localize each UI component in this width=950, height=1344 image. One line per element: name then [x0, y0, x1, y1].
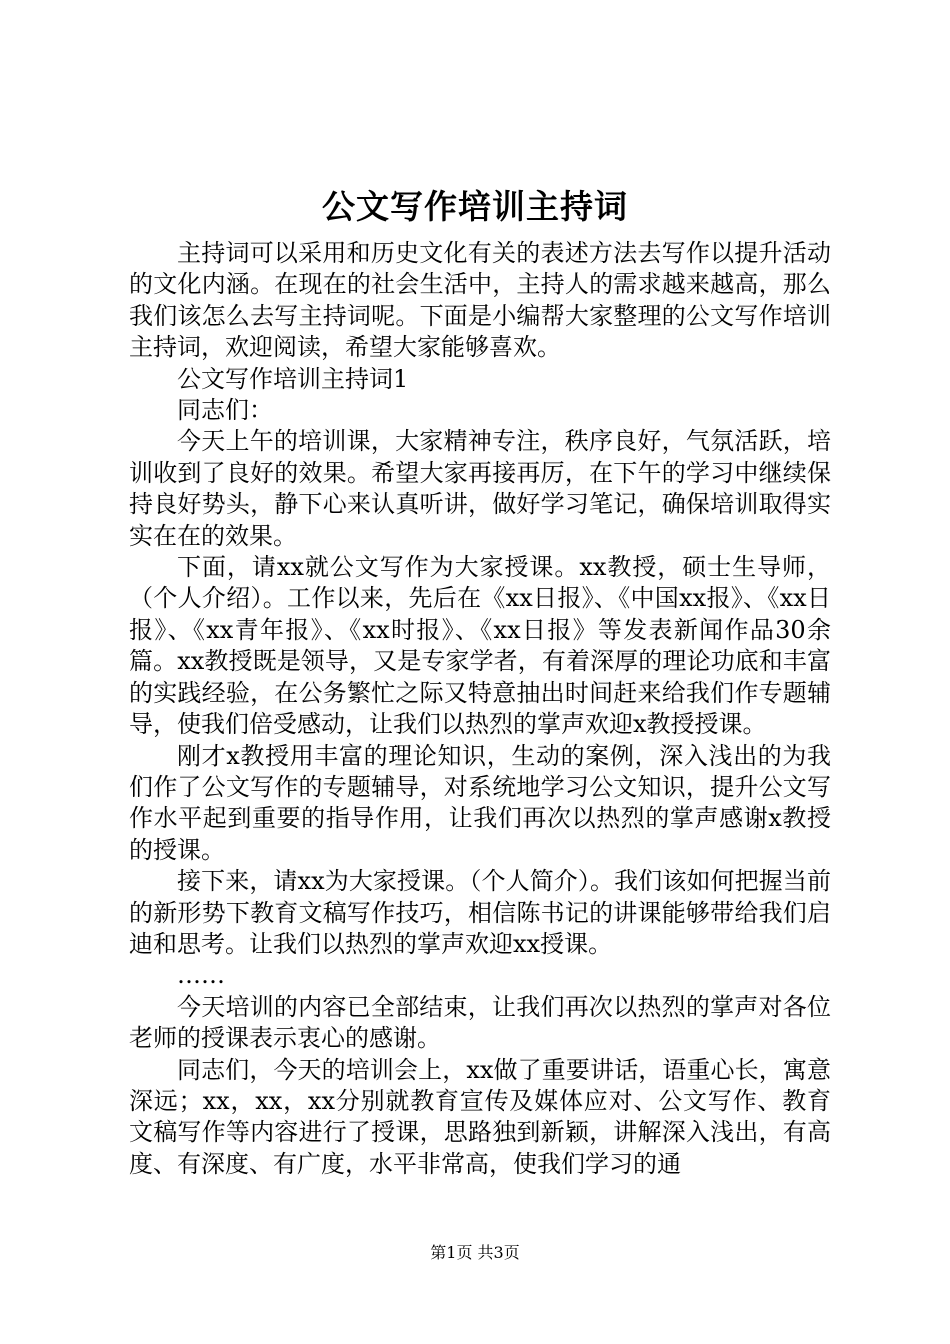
- paragraph-morning-review: 今天上午的培训课，大家精神专注，秩序良好，气氛活跃，培训收到了良好的效果。希望大家再接再厉，在下午的学习中继续保持良好势头，静下心来认真听讲，做好学习笔记，确保培训取得实实在在的效果。: [129, 427, 831, 550]
- paragraph-ellipsis: ……: [177, 961, 225, 990]
- paragraph-salutation: 同志们：: [177, 396, 273, 425]
- page-number: 第1页 共3页: [430, 1243, 520, 1262]
- document-body: [129, 238, 831, 1180]
- document-title: 公文写作培训主持词: [322, 187, 628, 226]
- paragraph-speaker-intro: 下面，请xx就公文写作为大家授课。xx教授，硕士生导师，（个人介绍）。工作以来，先后在《xx日报》、《中国xx报》、《xx日报》、《xx青年报》、《xx时报》、《xx日报》等发表新闻作品30余篇。xx教授既是领导，又是专家学者，有着深厚的理论功底和丰富的实践经验，在公务繁忙之际又特意抽出时间赶来给我们作专题辅导，使我们倍受感动，让我们以热烈的掌声欢迎x教授授课。: [129, 553, 831, 739]
- paragraph-summary: 同志们，今天的培训会上，xx做了重要讲话，语重心长，寓意深远；xx，xx，xx分别就教育宣传及媒体应对、公文写作、教育文稿写作等内容进行了授课，思路独到新颖，讲解深入浅出，有高度、有深度、有广度，水平非常高，使我们学习的通: [129, 1055, 831, 1178]
- paragraph-next-speaker: 接下来，请xx为大家授课。（个人简介）。我们该如何把握当前的新形势下教育文稿写作技巧，相信陈书记的讲课能够带给我们启迪和思考。让我们以热烈的掌声欢迎xx授课。: [129, 867, 831, 958]
- paragraph-closing-thanks: 今天培训的内容已全部结束，让我们再次以热烈的掌声对各位老师的授课表示衷心的感谢。: [129, 992, 831, 1053]
- paragraph-intro: 主持词可以采用和历史文化有关的表述方法去写作以提升活动的文化内涵。在现在的社会生活中，主持人的需求越来越高，那么我们该怎么去写主持词呢。下面是小编帮大家整理的公文写作培训主持词，欢迎阅读，希望大家能够喜欢。: [129, 239, 831, 362]
- paragraph-speaker-thanks: 刚才x教授用丰富的理论知识，生动的案例，深入浅出的为我们作了公文写作的专题辅导，对系统地学习公文知识，提升公文写作水平起到重要的指导作用，让我们再次以热烈的掌声感谢x教授的授课。: [129, 741, 831, 864]
- paragraph-subtitle: 公文写作培训主持词1: [177, 364, 409, 393]
